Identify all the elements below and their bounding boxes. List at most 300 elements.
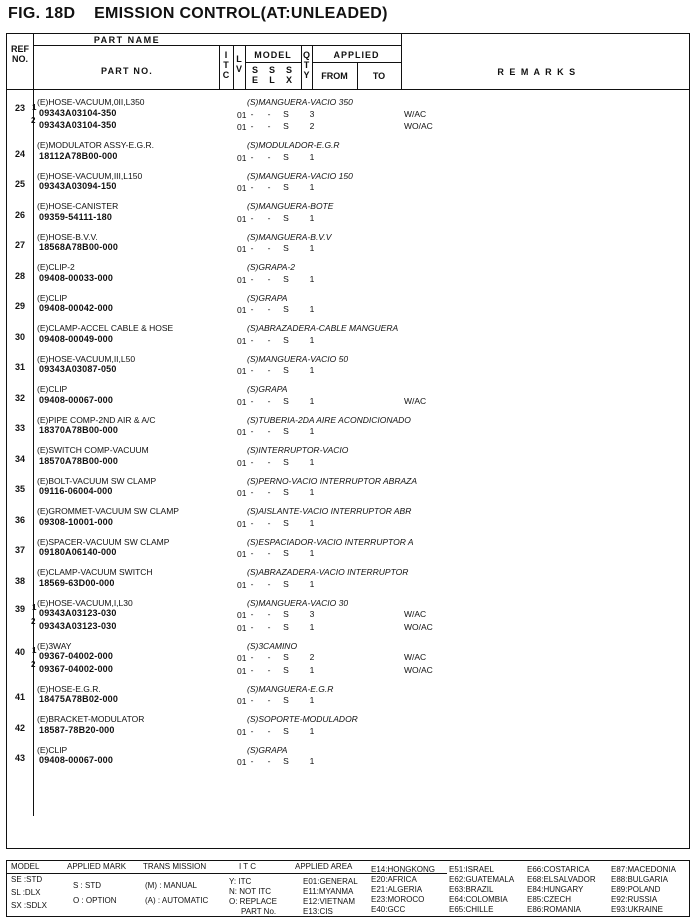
spanish-name: (S)MANGUERA-VACIO 350	[247, 97, 353, 107]
quantity: 1	[309, 426, 315, 436]
quantity: 1	[309, 725, 315, 736]
footer-mark-item: S : STD	[73, 881, 102, 890]
quantity: 1	[309, 487, 315, 497]
footer-area-col4	[527, 865, 596, 915]
footer-trans-item: (A) : AUTOMATIC	[145, 896, 209, 905]
model-mark: S	[283, 304, 289, 314]
table-row	[7, 445, 691, 470]
footer-itc-item: PART No.	[241, 907, 277, 916]
quantity: 1	[309, 548, 315, 558]
ref-no: 39	[14, 603, 25, 614]
table-row	[7, 745, 691, 770]
table-row	[7, 354, 691, 379]
table-row	[7, 384, 691, 409]
part-number: 09180A06140-000	[39, 547, 117, 557]
model-mark: -	[250, 395, 254, 406]
spanish-name: (S)MANGUERA-VACIO 30	[247, 597, 349, 608]
header-bottom-rule	[7, 89, 689, 90]
footer-h-model: MODEL	[11, 862, 40, 871]
quantity: 2	[309, 652, 315, 662]
footer-itc-item: N: NOT ITC	[229, 887, 272, 896]
model-mark: S	[283, 756, 289, 766]
part-number: 18112A78B00-000	[39, 150, 118, 161]
ref-no: 26	[14, 209, 25, 220]
table-row	[7, 684, 691, 709]
itc-code: 01	[237, 109, 247, 120]
footer-area-item: E40:GCC	[371, 905, 406, 914]
model-mark: -	[250, 664, 254, 675]
model-mark: -	[250, 456, 254, 467]
ref-no: 36	[14, 514, 25, 525]
footer-trans-item: (M) : MANUAL	[145, 881, 197, 890]
header-model-letter: L	[269, 75, 275, 85]
ref-no: 28	[14, 270, 25, 281]
spanish-name: (S)3CAMINO	[247, 640, 298, 651]
model-mark: S	[283, 664, 289, 675]
part-number: 18570A78B00-000	[39, 455, 119, 466]
itc-code: 01	[237, 335, 247, 346]
footer-itc-item: Y: ITC	[229, 877, 252, 886]
footer-trans	[145, 881, 208, 906]
model-mark: -	[267, 273, 271, 284]
footer-area-item: E84:HUNGARY	[527, 885, 584, 894]
itc-code: 01	[237, 665, 247, 676]
model-mark: -	[250, 334, 254, 345]
footer-area-item: E11:MYANMA	[303, 887, 354, 896]
header-rule	[33, 45, 401, 46]
figure-number: FIG. 18D	[8, 5, 76, 22]
model-mark: -	[250, 151, 254, 162]
model-mark: S	[283, 487, 289, 497]
part-number: 09343A03087-050	[39, 364, 117, 374]
model-mark: -	[250, 487, 254, 497]
header-model: MODEL	[254, 50, 292, 60]
part-name: (E)HOSE-CANISTER	[37, 201, 119, 211]
footer-area-item: E12:VIETNAM	[303, 897, 356, 906]
spanish-name: (S)MANGUERA-VACIO 150	[247, 170, 353, 181]
header-ref-line: REF	[11, 44, 29, 54]
ref-no: 25	[14, 179, 25, 190]
footer-area-item: E88:BULGARIA	[611, 875, 668, 884]
model-mark: S	[283, 121, 289, 131]
header-lv-letter: V	[235, 64, 242, 74]
part-name: (E)CLIP-2	[37, 262, 75, 272]
spanish-name: (S)ABRAZADERA-CABLE MANGUERA	[247, 323, 399, 333]
footer-area-item: E92:RUSSIA	[611, 895, 658, 904]
footer-area-col5	[611, 865, 676, 915]
model-mark: -	[267, 212, 271, 223]
footer-area-item: E93:UKRAINE	[611, 905, 664, 914]
footer-area-item: E51:ISRAEL	[449, 865, 494, 874]
part-name: (E)HOSE-VACUUM,I,L30	[37, 597, 133, 608]
part-number: 09359-54111-180	[39, 211, 113, 222]
quantity: 1	[309, 243, 315, 253]
itc-code: 01	[237, 696, 247, 706]
itc-code: 01	[237, 757, 247, 767]
itc-code: 01	[237, 549, 247, 559]
quantity: 1	[309, 365, 315, 375]
model-mark: S	[283, 578, 289, 589]
itc-code: 01	[237, 274, 247, 285]
header-model-letter: S	[285, 65, 292, 75]
itc-code: 01	[237, 622, 247, 633]
footer-itc-item: O: REPLACE	[229, 897, 278, 906]
table-row	[7, 476, 691, 501]
footer-h-applied-mark: APPLIED MARK	[67, 862, 127, 871]
part-number: 09367-04002-000	[39, 663, 114, 674]
header-applied: APPLIED	[333, 50, 380, 60]
ref-no: 42	[14, 722, 25, 733]
ref-no: 30	[14, 331, 25, 342]
model-mark: -	[267, 725, 271, 736]
spanish-name: (S)INTERRUPTOR-VACIO	[247, 445, 349, 455]
itc-code: 01	[237, 518, 247, 529]
header-ref-line: NO.	[11, 54, 28, 64]
header-lv-letter: L	[236, 54, 242, 64]
model-mark: S	[283, 621, 289, 632]
model-mark: -	[250, 212, 254, 223]
part-name: (E)HOSE-E.G.R.	[37, 683, 101, 694]
model-mark: -	[267, 609, 271, 619]
table-row	[7, 262, 691, 287]
spanish-name: (S)TUBERIA-2DA AIRE ACONDICIONADO	[247, 414, 411, 425]
ref-no: 40	[14, 646, 25, 657]
table-row	[7, 506, 691, 531]
header-model-sx	[283, 65, 295, 85]
table-row	[7, 140, 691, 165]
legend-footer	[6, 860, 690, 917]
header-remarks: R E M A R K S	[497, 67, 577, 77]
model-mark: -	[250, 273, 254, 284]
header-itc-letter: C	[222, 70, 230, 80]
footer-mark-item: O : OPTION	[73, 896, 117, 905]
quantity: 1	[309, 212, 315, 223]
model-mark: S	[283, 548, 289, 558]
part-name: (E)3WAY	[37, 640, 72, 651]
spanish-name: (S)PERNO-VACIO INTERRUPTOR ABRAZA	[247, 475, 418, 486]
header-itc-letter: I	[224, 50, 228, 60]
part-name: (E)BOLT-VACUUM SW CLAMP	[37, 475, 157, 486]
remark: W/AC	[404, 395, 427, 406]
quantity: 2	[309, 121, 315, 131]
header-lv	[233, 54, 245, 74]
itc-code: 01	[237, 457, 247, 468]
table-row	[7, 323, 691, 348]
model-mark: -	[267, 365, 271, 375]
part-number: 18370A78B00-000	[39, 425, 119, 435]
table-row	[7, 641, 691, 679]
header-part-name: PART NAME	[93, 35, 161, 45]
model-mark: -	[250, 426, 254, 436]
sub-index: 2	[31, 616, 36, 626]
model-mark: -	[267, 395, 271, 406]
footer-area-item: E63:BRAZIL	[449, 885, 494, 894]
ref-no: 31	[14, 362, 25, 373]
model-mark: -	[267, 456, 271, 467]
model-mark: -	[250, 121, 254, 131]
quantity: 3	[309, 108, 315, 119]
quantity: 1	[309, 578, 315, 589]
model-mark: -	[250, 182, 254, 192]
ref-no: 23	[14, 103, 25, 114]
header-itc	[219, 50, 233, 80]
ref-no: 24	[14, 148, 25, 159]
header-model-se	[249, 65, 261, 85]
itc-code: 01	[237, 183, 247, 193]
footer-model-item: SE :STD	[11, 875, 43, 884]
itc-code: 01	[237, 366, 247, 376]
part-number: 09408-00033-000	[39, 272, 114, 283]
spanish-name: (S)GRAPA	[247, 384, 288, 394]
ref-no: 32	[14, 392, 25, 403]
header-model-letter: S	[268, 65, 275, 75]
model-mark: -	[267, 664, 271, 675]
footer-model-item: SL :DLX	[11, 888, 41, 897]
footer-area-col1	[303, 877, 358, 917]
remark: W/AC	[404, 609, 427, 619]
footer-area-item: E65:CHILLE	[449, 905, 494, 914]
itc-code: 01	[237, 122, 247, 132]
ref-no: 29	[14, 301, 25, 312]
part-number: 09343A03104-350	[39, 107, 117, 118]
table-row	[7, 415, 691, 440]
model-mark: S	[283, 609, 289, 619]
footer-area-item: E68:ELSALVADOR	[527, 875, 596, 884]
part-number: 09343A03123-030	[39, 620, 117, 631]
itc-code: 01	[237, 427, 247, 437]
model-mark: -	[267, 578, 271, 589]
model-mark: -	[267, 652, 271, 662]
part-number: 09408-00067-000	[39, 394, 114, 405]
spanish-name: (S)MANGUERA-B.V.V	[247, 231, 332, 242]
model-mark: S	[283, 652, 289, 662]
ref-no: 43	[14, 753, 25, 764]
footer-area-col2	[371, 865, 435, 915]
itc-code: 01	[237, 396, 247, 407]
quantity: 1	[309, 304, 315, 314]
model-mark: S	[283, 243, 289, 253]
model-mark: -	[267, 334, 271, 345]
ref-no: 41	[14, 692, 25, 703]
part-name: (E)CLAMP-ACCEL CABLE & HOSE	[37, 323, 174, 333]
part-name: (E)PIPE COMP-2ND AIR & A/C	[37, 414, 156, 425]
model-mark: S	[283, 108, 289, 119]
quantity: 1	[309, 664, 315, 675]
part-name: (E)HOSE-VACUUM,0II,L350	[37, 97, 145, 107]
model-rule	[245, 62, 301, 63]
spanish-name: (S)MANGUERA-E.G.R	[247, 683, 334, 694]
spanish-name: (S)ESPACIADOR-VACIO INTERRUPTOR A	[247, 536, 414, 547]
part-number: 09343A03104-350	[39, 120, 117, 130]
spanish-name: (S)GRAPA-2	[247, 262, 296, 272]
header-model-letter: X	[285, 75, 292, 85]
part-number: 09408-00049-000	[39, 333, 114, 344]
col-rule	[401, 34, 402, 89]
footer-area-item: E62:GUATEMALA	[449, 875, 515, 884]
model-mark: -	[267, 517, 271, 528]
footer-area-col3	[449, 865, 514, 915]
table-row	[7, 232, 691, 257]
remark: WO/AC	[404, 121, 433, 131]
part-number: 09343A03094-150	[39, 181, 117, 191]
model-mark: -	[250, 517, 254, 528]
part-name: (E)HOSE-B.V.V.	[37, 231, 98, 242]
itc-code: 01	[237, 579, 247, 590]
ref-no: 38	[14, 575, 25, 586]
part-name: (E)HOSE-VACUUM,II,L50	[37, 353, 136, 364]
model-mark: -	[250, 621, 254, 632]
model-mark: S	[283, 365, 289, 375]
footer-area-item: E01:GENERAL	[303, 877, 358, 886]
part-name: (E)CLAMP-VACUUM SWITCH	[37, 567, 153, 577]
part-name: (E)HOSE-VACUUM,III,L150	[37, 170, 143, 181]
footer-area-item: E13:CIS	[303, 907, 333, 916]
footer-models	[11, 875, 47, 911]
footer-model-item: SX :SDLX	[11, 901, 48, 910]
part-number: 09367-04002-000	[39, 651, 114, 661]
part-name: (E)SPACER-VACUUM SW CLAMP	[37, 536, 170, 547]
quantity: 1	[309, 182, 315, 192]
header-model-letter: E	[251, 75, 258, 85]
model-mark: S	[283, 456, 289, 467]
quantity: 1	[309, 151, 315, 162]
ref-no: 35	[14, 484, 25, 495]
sub-index: 1	[32, 102, 37, 112]
figure-title: EMISSION CONTROL(AT:UNLEADED)	[94, 5, 388, 22]
model-mark: -	[267, 621, 271, 632]
part-name: (E)MODULATOR ASSY-E.G.R.	[37, 140, 154, 150]
header-itc-letter: T	[223, 60, 229, 70]
part-number: 18475A78B02-000	[39, 694, 119, 704]
header-qty-letter: Y	[303, 70, 310, 80]
spanish-name: (S)MANGUERA-VACIO 50	[247, 353, 349, 364]
header-part-no: PART NO.	[101, 66, 153, 76]
header-to: TO	[372, 71, 386, 81]
table-row	[7, 201, 691, 226]
footer-area-item: E23:MOROCO	[371, 895, 425, 904]
page-title	[8, 5, 388, 23]
model-mark: -	[267, 108, 271, 119]
model-mark: S	[283, 212, 289, 223]
header-qty-letter: T	[303, 60, 310, 70]
part-number: 09343A03123-030	[39, 608, 117, 618]
spanish-name: (S)MANGUERA-BOTE	[247, 201, 334, 211]
part-name: (E)GROMMET-VACUUM SW CLAMP	[37, 506, 179, 516]
model-mark: -	[267, 243, 271, 253]
itc-code: 01	[237, 610, 247, 620]
ref-no: 37	[14, 545, 25, 556]
footer-area-item: E89:POLAND	[611, 885, 661, 894]
quantity: 1	[309, 695, 315, 705]
ref-no: 27	[14, 240, 25, 251]
model-mark: -	[267, 695, 271, 705]
footer-area-item: E14:HONGKONG	[371, 865, 436, 874]
model-mark: -	[267, 756, 271, 766]
model-mark: -	[267, 121, 271, 131]
sub-index: 1	[32, 603, 37, 612]
model-mark: S	[283, 426, 289, 436]
quantity: 1	[309, 395, 315, 406]
part-number: 09116-06004-000	[39, 486, 113, 496]
spanish-name: (S)AISLANTE-VACIO INTERRUPTOR ABR	[247, 506, 412, 516]
sub-index: 1	[32, 646, 37, 655]
model-mark: -	[250, 365, 254, 375]
model-mark: -	[267, 487, 271, 497]
footer-h-itc: I T C	[239, 862, 257, 871]
footer-area-item: E64:COLOMBIA	[449, 895, 508, 904]
header-qty	[301, 50, 312, 80]
quantity: 1	[309, 756, 315, 766]
footer-area-item: E87:MACEDONIA	[611, 865, 676, 874]
footer-area-item: E21:ALGERIA	[371, 885, 423, 894]
footer-area-item: E85:CZECH	[527, 895, 572, 904]
part-name: (E)SWITCH COMP-VACUUM	[37, 445, 149, 455]
model-mark: -	[250, 243, 254, 253]
sub-index: 2	[31, 659, 36, 669]
quantity: 1	[309, 273, 315, 284]
part-name: (E)CLIP	[37, 744, 68, 755]
sub-index: 2	[31, 116, 36, 125]
footer-marks	[73, 881, 117, 906]
model-mark: S	[283, 151, 289, 162]
model-mark: S	[283, 182, 289, 192]
spanish-name: (S)ABRAZADERA-VACIO INTERRUPTOR	[247, 567, 409, 577]
header-ref-no	[9, 44, 31, 64]
quantity: 1	[309, 334, 315, 345]
footer-h-trans: TRANS MISSION	[143, 862, 207, 871]
part-number: 18569-63D00-000	[39, 577, 115, 588]
model-mark: -	[250, 578, 254, 589]
quantity: 3	[309, 609, 315, 619]
header-model-letter: S	[251, 65, 258, 75]
part-name: (E)CLIP	[37, 384, 68, 394]
part-number: 18568A78B00-000	[39, 242, 119, 252]
model-mark: -	[267, 182, 271, 192]
header-model-sl	[266, 65, 278, 85]
footer-h-area: APPLIED AREA	[295, 862, 353, 871]
itc-code: 01	[237, 213, 247, 224]
model-mark: -	[250, 108, 254, 119]
header-from: FROM	[321, 71, 348, 81]
spanish-name: (S)GRAPA	[247, 292, 288, 303]
model-mark: S	[283, 517, 289, 528]
part-number: 09408-00042-000	[39, 303, 114, 313]
model-mark: S	[283, 273, 289, 284]
table-row	[7, 598, 691, 636]
model-mark: -	[267, 151, 271, 162]
table-row	[7, 567, 691, 592]
model-mark: -	[250, 756, 254, 766]
parts-table	[6, 33, 690, 849]
remark: WO/AC	[404, 664, 433, 675]
itc-code: 01	[237, 244, 247, 254]
footer-area-item: E66:COSTARICA	[527, 865, 590, 874]
header-qty-letter: Q	[302, 50, 310, 60]
model-mark: -	[250, 304, 254, 314]
part-number: 09308-10001-000	[39, 516, 114, 527]
model-mark: -	[267, 304, 271, 314]
model-mark: S	[283, 395, 289, 406]
quantity: 1	[309, 456, 315, 467]
model-mark: -	[250, 725, 254, 736]
ref-no: 34	[14, 453, 25, 464]
model-mark: -	[250, 695, 254, 705]
quantity: 1	[309, 621, 315, 632]
footer-itc	[229, 877, 277, 917]
model-mark: -	[250, 609, 254, 619]
quantity: 1	[309, 517, 315, 528]
itc-code: 01	[237, 152, 247, 163]
